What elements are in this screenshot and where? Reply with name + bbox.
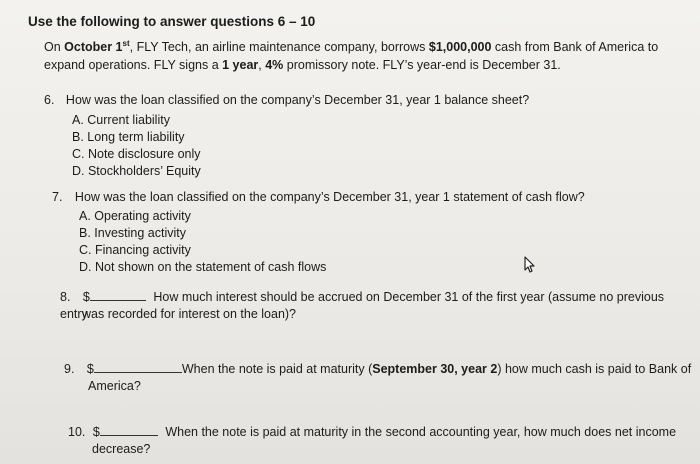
option-b: B. Investing activity <box>79 226 186 240</box>
question-number: 10. <box>68 425 86 439</box>
question-text-bold: September 30, year 2 <box>372 362 498 376</box>
option-a: A. Current liability <box>72 113 170 127</box>
mouse-pointer-icon <box>520 256 538 276</box>
intro-text: On <box>44 40 65 55</box>
answer-dollar-sign: $ <box>86 362 94 376</box>
question-text: How was the loan classified on the company’s December 31, year 1 statement of cash flow? <box>74 190 585 204</box>
intro-text: cash from Bank of America to expand operations. FLY signs a <box>44 40 659 73</box>
intro-date: October 1 <box>64 40 123 55</box>
question-number: 6. <box>44 93 55 107</box>
section-heading: Use the following to answer questions 6 – 10 <box>28 14 316 29</box>
intro-paragraph <box>44 35 684 74</box>
intro-text: , <box>258 58 266 73</box>
option-d: D. Not shown on the statement of cash flows <box>79 260 327 274</box>
intro-amount: $1,000,000 <box>428 40 492 55</box>
question-text: ) how much cash is paid to Bank of <box>497 362 692 376</box>
answer-blank <box>94 372 182 373</box>
question-9 <box>64 361 694 378</box>
answer-blank <box>90 300 146 301</box>
question-9-continued: America? <box>88 379 141 393</box>
answer-dollar-sign: $ <box>82 290 90 304</box>
intro-text: , FLY Tech, an airline maintenance company, borrows <box>129 40 429 55</box>
intro-term: 1 year <box>222 58 259 73</box>
question-10-continued: decrease? <box>92 442 151 456</box>
question-text: When the note is paid at maturity in the second accounting year, how much does net income <box>165 425 677 439</box>
answer-blank <box>100 435 158 436</box>
answer-dollar-sign: $ <box>92 425 100 439</box>
option-a: A. Operating activity <box>79 209 191 223</box>
question-number: 8. <box>60 290 71 304</box>
question-text: How was the loan classified on the company’s December 31, year 1 balance sheet? <box>65 93 530 107</box>
question-number: 9. <box>64 362 75 376</box>
option-b: B. Long term liability <box>72 130 185 144</box>
option-c: C. Note disclosure only <box>72 147 201 161</box>
question-8-continued: was recorded for interest on the loan)? <box>82 307 297 321</box>
question-number: 7. <box>52 190 63 204</box>
question-6-options <box>72 112 201 180</box>
question-text: When the note is paid at maturity ( <box>181 362 373 376</box>
intro-date-suffix: st <box>122 39 130 48</box>
option-c: C. Financing activity <box>79 243 191 257</box>
intro-text: promissory note. FLY’s year-end is December 31. <box>283 58 561 73</box>
question-7-options <box>79 208 326 276</box>
question-7 <box>52 189 585 206</box>
question-6 <box>44 92 529 109</box>
option-d: D. Stockholders’ Equity <box>72 164 201 178</box>
question-10 <box>68 424 698 441</box>
intro-rate: 4% <box>265 58 284 73</box>
question-text: How much interest should be accrued on December 31 of the first year (assume no previous entry <box>60 290 665 321</box>
